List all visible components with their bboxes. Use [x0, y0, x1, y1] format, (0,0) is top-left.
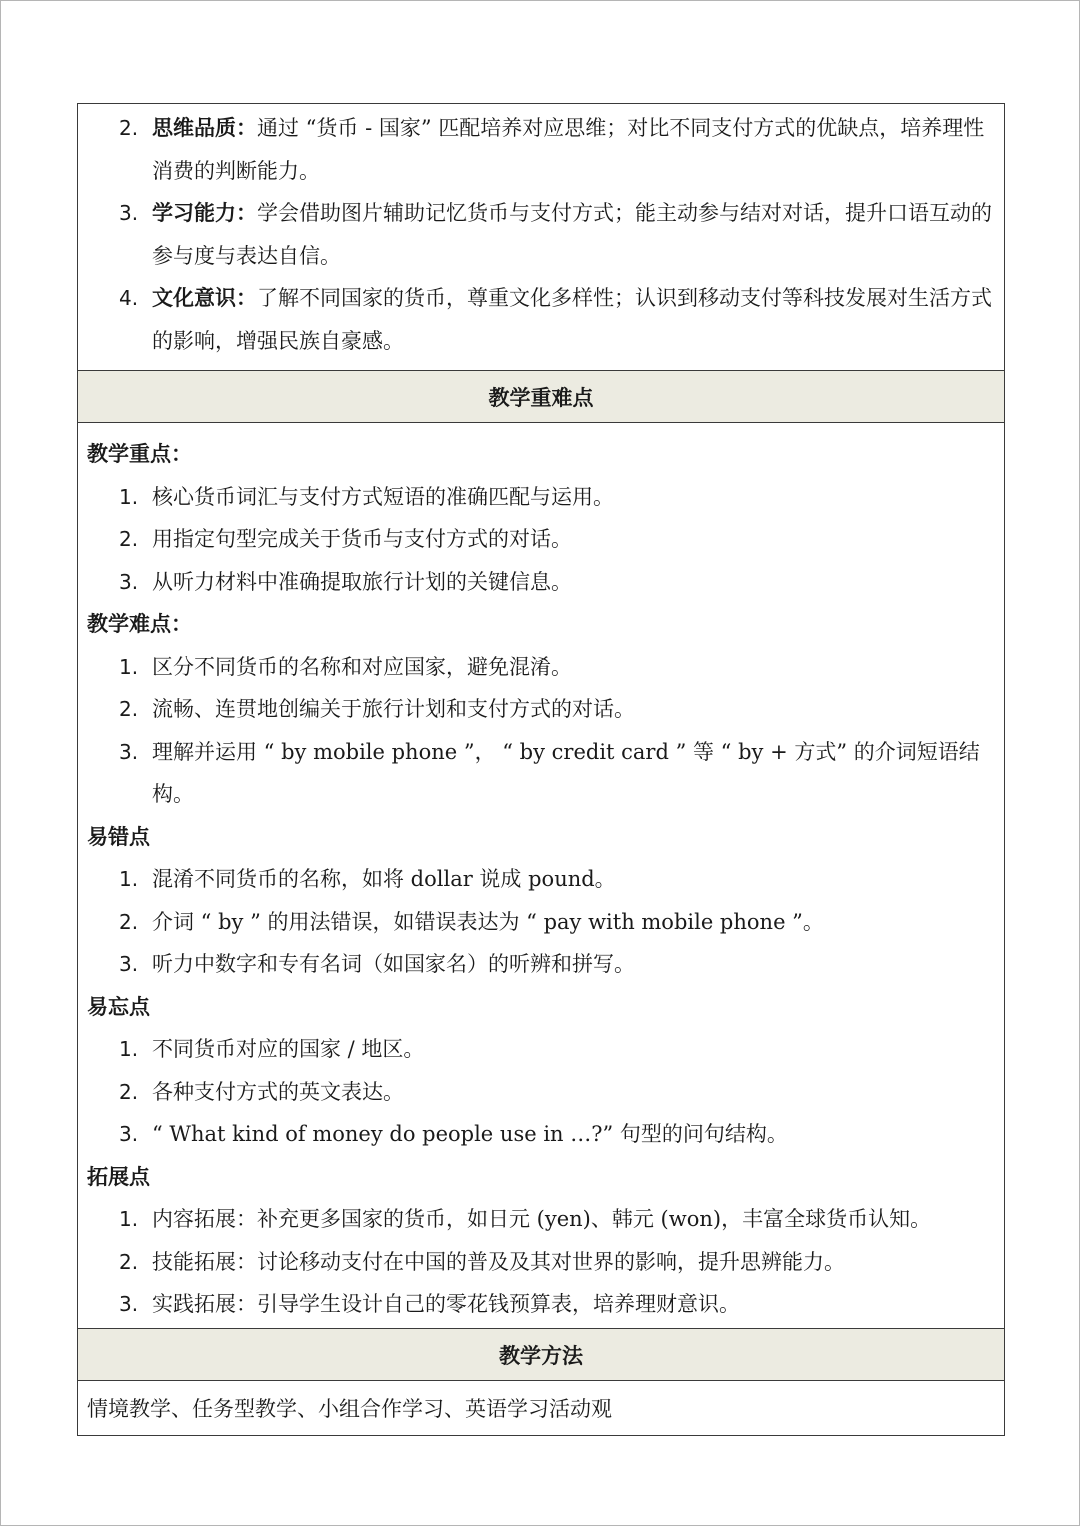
item-text: 核心货币词汇与支付方式短语的准确匹配与运用。 [152, 484, 614, 509]
item-number: 1. [119, 1207, 139, 1231]
group-title: 教学重点： [87, 441, 192, 466]
group-title: 教学难点： [87, 611, 192, 636]
objective-text: 学会借助图片辅助记忆货币与支付方式；能主动参与结对对话，提升口语互动的参与度与表达自信。 [152, 201, 992, 268]
item-text: 各种支付方式的英文表达。 [152, 1079, 404, 1104]
list-item [78, 1028, 1004, 1071]
lesson-plan-table [77, 103, 1005, 1436]
item-number: 1. [119, 1037, 139, 1061]
list-item [78, 1283, 1004, 1326]
difficulties-section [78, 423, 1004, 1328]
objective-item [78, 192, 1004, 277]
item-text: 流畅、连贯地创编关于旅行计划和支付方式的对话。 [152, 697, 635, 721]
list-item [78, 561, 1004, 604]
group-title: 拓展点 [87, 1163, 150, 1189]
objective-text: 通过 “货币 - 国家” 匹配培养对应思维；对比不同支付方式的优缺点，培养理性消费的判断能力。 [152, 116, 985, 183]
item-number: 2. [119, 1249, 139, 1274]
list-item [78, 646, 1004, 689]
item-text: 内容拓展：补充更多国家的货币，如日元 (yen)、韩元 (won)，丰富全球货币认知。 [152, 1207, 932, 1231]
item-number: 1. [119, 484, 139, 509]
list-item [78, 1198, 1004, 1241]
item-number: 2. [119, 1079, 139, 1104]
group-title: 易忘点 [87, 993, 150, 1019]
objective-title: 文化意识： [152, 285, 257, 310]
item-number: 3. [119, 201, 139, 225]
objective-title: 学习能力： [152, 200, 257, 225]
item-text: “ What kind of money do people use in …?” 句型的问句结构。 [152, 1122, 788, 1146]
list-item [78, 731, 1004, 816]
item-number: 3. [119, 1122, 139, 1146]
item-text: 不同货币对应的国家 / 地区。 [152, 1037, 425, 1061]
objectives-section [78, 104, 1004, 370]
list-item [78, 901, 1004, 944]
item-text: 听力中数字和专有名词（如国家名）的听辨和拼写。 [152, 952, 635, 976]
list-item [78, 518, 1004, 561]
item-text: 混淆不同货币的名称，如将 dollar 说成 pound。 [152, 867, 616, 891]
item-text: 用指定句型完成关于货币与支付方式的对话。 [152, 527, 572, 551]
list-item [78, 688, 1004, 731]
item-number: 2. [119, 527, 139, 551]
list-item [78, 1071, 1004, 1114]
item-number: 1. [119, 654, 139, 679]
methods-header: 教学方法 [78, 1328, 1004, 1381]
item-number: 3. [119, 1292, 139, 1316]
item-number: 3. [119, 739, 139, 764]
objective-item [78, 277, 1004, 362]
item-number: 3. [119, 952, 139, 976]
list-item [78, 1113, 1004, 1156]
item-number: 2. [119, 697, 139, 721]
item-number: 2. [119, 909, 139, 934]
item-text: 理解并运用 “ by mobile phone ”， “ by credit card ” 等 “ by + 方式” 的介词短语结构。 [152, 739, 980, 806]
objective-item [78, 107, 1004, 192]
item-number: 3. [119, 569, 139, 594]
group-title: 易错点 [87, 823, 150, 849]
objective-text: 了解不同国家的货币，尊重文化多样性；认识到移动支付等科技发展对生活方式的影响，增强民族自豪感。 [152, 286, 992, 353]
list-item [78, 858, 1004, 901]
item-text: 介词 “ by ” 的用法错误，如错误表达为 “ pay with mobile phone ”。 [152, 909, 824, 934]
difficulties-header: 教学重难点 [78, 370, 1004, 423]
list-item [78, 943, 1004, 986]
objective-title: 思维品质： [152, 115, 257, 140]
item-text: 区分不同货币的名称和对应国家，避免混淆。 [152, 654, 572, 679]
item-text: 技能拓展：讨论移动支付在中国的普及及其对世界的影响，提升思辨能力。 [152, 1249, 845, 1274]
item-number: 1. [119, 867, 139, 891]
item-text: 从听力材料中准确提取旅行计划的关键信息。 [152, 569, 572, 594]
item-text: 实践拓展：引导学生设计自己的零花钱预算表，培养理财意识。 [152, 1292, 740, 1316]
item-number: 4. [119, 286, 139, 310]
list-item [78, 476, 1004, 519]
item-number: 2. [119, 116, 139, 140]
methods-text: 情境教学、任务型教学、小组合作学习、英语学习活动观 [87, 1397, 612, 1421]
list-item [78, 1241, 1004, 1284]
